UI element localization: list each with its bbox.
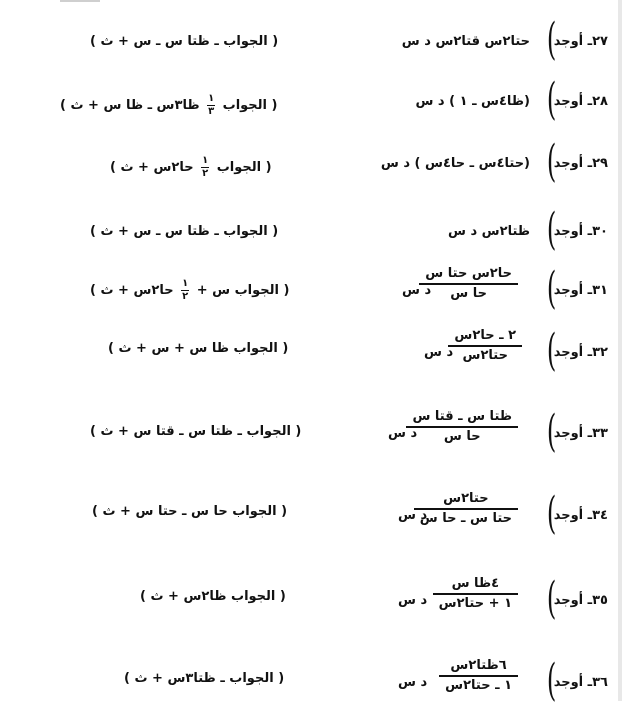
scan-edge-top <box>60 0 100 2</box>
answer-fraction: ١ ٢ <box>182 278 189 302</box>
problem-number: ٣٦ـ أوجد <box>553 675 608 690</box>
differential: د س <box>402 283 432 298</box>
numerator: ٢ ـ حا٢س <box>454 328 516 343</box>
answer: ( الجواب حا س ـ حتا س + ث ) <box>92 504 288 519</box>
differential: د س <box>398 675 428 690</box>
integral-sign: ( <box>546 263 557 314</box>
answer: ( الجواب ـ ظتا س ـ س + ث ) <box>90 224 279 239</box>
integral-sign: ( <box>546 406 557 457</box>
problem-number: ٢٩ـ أوجد <box>553 156 608 171</box>
differential: د س <box>398 508 428 523</box>
integrand: ظتا٢س د س <box>448 224 530 239</box>
denominator: حتا س ـ حا س <box>419 510 512 526</box>
integrand-fraction <box>439 657 518 695</box>
differential: د س <box>388 426 418 441</box>
integrand-fraction <box>433 575 518 613</box>
differential: د س <box>424 345 454 360</box>
denominator: حا س <box>450 285 487 301</box>
denominator: حا س <box>443 428 481 444</box>
integral-sign: ( <box>546 655 557 706</box>
integral-sign: ( <box>546 488 557 539</box>
problem-number: ٣٢ـ أوجد <box>553 345 608 360</box>
integrand: (حتا٤س ـ حا٤س ) د س <box>380 156 530 171</box>
integral-sign: ( <box>546 573 557 624</box>
numerator: حتا٢س <box>443 491 489 506</box>
integrand-fraction <box>419 265 518 303</box>
answer: ( الجواب ١ ٢ حا٢س + ث ) <box>110 155 272 179</box>
answer: ( الجواب ـ ظتا٣س + ث ) <box>124 671 285 686</box>
integrand-fraction <box>406 408 518 446</box>
problem-number: ٢٨ـ أوجد <box>553 94 608 109</box>
numerator: حا٢س حتا س <box>425 266 512 281</box>
integral-sign: ( <box>546 136 557 187</box>
answer: ( الجواب ١ ٣ ظا٣س ـ ظا س + ث ) <box>60 93 278 117</box>
problem-number: ٣٣ـ أوجد <box>553 426 608 441</box>
answer-fraction: ١ ٢ <box>202 155 209 179</box>
integral-sign: ( <box>546 74 557 125</box>
problem-number: ٣١ـ أوجد <box>553 283 608 298</box>
integral-sign: ( <box>546 14 557 65</box>
denominator: ١ + حتا٢س <box>438 595 512 611</box>
answer: ( الجواب س + ١ ٢ حا٢س + ث ) <box>90 278 290 302</box>
integral-sign: ( <box>546 325 557 376</box>
scan-edge-right <box>618 0 622 701</box>
integrand: (ظا٤س ـ ١ ) د س <box>415 94 530 109</box>
integral-sign: ( <box>546 204 557 255</box>
numerator: ظتا س ـ قتا س <box>412 409 512 424</box>
problem-number: ٣٥ـ أوجد <box>553 593 608 608</box>
problem-number: ٢٧ـ أوجد <box>553 34 608 49</box>
denominator: حتا٢س <box>462 347 508 363</box>
answer: ( الجواب ـ ظتا س ـ س + ث ) <box>90 34 279 49</box>
numerator: ٤ظا س <box>451 576 500 591</box>
problem-number: ٣٤ـ أوجد <box>553 508 608 523</box>
differential: د س <box>398 593 428 608</box>
numerator: ٦ظتا٢س <box>450 658 507 673</box>
integrand: حتا٢س قتا٢س د س <box>401 34 530 49</box>
denominator: ١ ـ حتا٢س <box>445 677 512 693</box>
answer: ( الجواب ظا س + س + ث ) <box>108 341 289 356</box>
problem-number: ٣٠ـ أوجد <box>553 224 608 239</box>
integrand-fraction <box>448 327 522 365</box>
answer: ( الجواب ظا٢س + ث ) <box>140 589 286 604</box>
integrand-fraction <box>414 490 518 528</box>
answer: ( الجواب ـ ظتا س ـ قتا س + ث ) <box>90 424 302 439</box>
answer-fraction: ١ ٣ <box>208 93 215 117</box>
